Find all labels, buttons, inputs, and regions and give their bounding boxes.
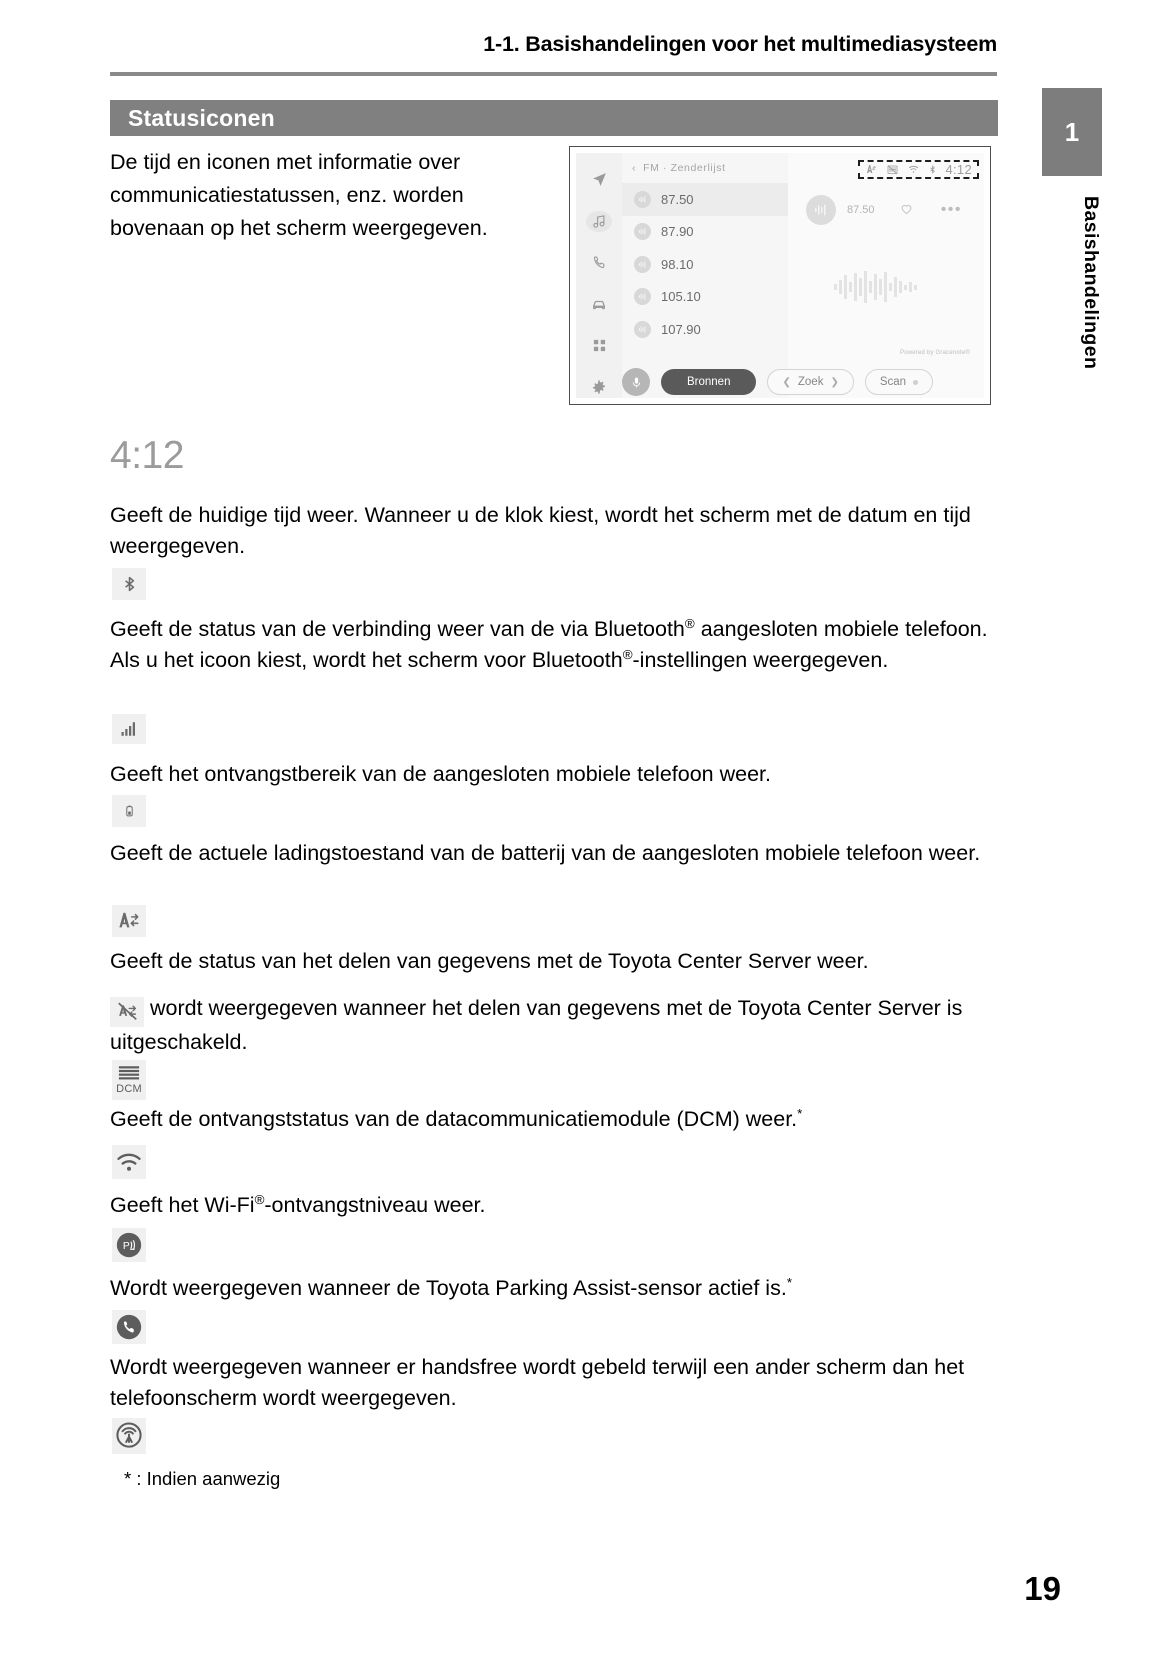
svg-text:P: P [122, 1240, 130, 1252]
heart-icon[interactable] [899, 201, 914, 221]
status-bar-callout [858, 160, 979, 179]
entry-text-data-sharing-off [110, 993, 1005, 1057]
parking-assist-icon [112, 1228, 146, 1262]
radio-icon [634, 223, 651, 240]
phone-icon[interactable] [586, 252, 612, 274]
chapter-tab-label: Basishandelingen [1080, 196, 1102, 370]
chapter-tab-number: 1 [1042, 88, 1102, 176]
breadcrumb[interactable] [622, 153, 788, 183]
dcm-icon [112, 1060, 146, 1100]
station-list [622, 153, 791, 398]
entry-text-wifi [110, 1190, 1005, 1221]
breadcrumb-label: FM · Zenderlijst [643, 162, 726, 174]
screen-side-rail [576, 153, 622, 398]
broadcast-antenna-icon [112, 1418, 146, 1454]
station-frequency: 98.10 [661, 256, 694, 272]
vehicle-icon[interactable] [586, 294, 612, 316]
seek-button[interactable] [767, 369, 853, 395]
bt-text-3: -instellingen weergegeven. [632, 647, 889, 672]
station-frequency: 87.50 [661, 191, 694, 207]
wifi-text-2: -ontvangstniveau weer. [264, 1193, 486, 1217]
signal-bars-icon [112, 714, 146, 744]
data-sharing-off-icon [110, 997, 144, 1027]
page-number: 19 [1024, 1570, 1061, 1607]
section-banner [110, 100, 998, 136]
dcm-label: DCM [116, 1082, 142, 1095]
parking-text: Wordt weergegeven wanneer de Toyota Parking Assist-sensor actief is. [110, 1276, 787, 1300]
header-rule [110, 72, 997, 76]
now-playing-pane [788, 153, 984, 398]
waveform-graphic [834, 271, 924, 308]
phone-call-icon [112, 1310, 146, 1344]
radio-icon [634, 321, 651, 338]
footnote-marker: * [786, 1274, 792, 1290]
registered-mark: ® [684, 615, 695, 631]
scan-label: Scan [879, 376, 907, 388]
list-item[interactable] [622, 216, 788, 249]
sources-button[interactable]: Bronnen [661, 369, 756, 395]
wifi-text-1: Geeft het Wi-Fi [110, 1193, 255, 1217]
scan-button[interactable] [865, 369, 933, 395]
radio-icon [634, 191, 651, 208]
microphone-icon[interactable] [622, 368, 650, 396]
now-playing-info [806, 195, 875, 225]
bluetooth-icon [112, 568, 146, 600]
bt-text-2: aangesloten mobiele telefoon. Als u het icoon kiest, wordt het scherm voor Bluetooth [110, 617, 988, 672]
entry-text-clock: Geeft de huidige tijd weer. Wanneer u de klok kiest, wordt het scherm met de datum en tijd weergegeven. [110, 503, 971, 558]
entry-title-clock: 4:12 [110, 434, 184, 477]
album-art-icon [806, 195, 836, 225]
entry-text-data-sharing: Geeft de status van het delen van gegevens met de Toyota Center Server weer. [110, 949, 869, 973]
dcm-text: Geeft de ontvangststatus van de datacommunicatiemodule (DCM) weer. [110, 1107, 798, 1131]
scan-indicator-icon [913, 380, 918, 385]
entry-text-bluetooth [110, 614, 1005, 675]
bluetooth-icon[interactable] [928, 163, 937, 176]
radio-icon [634, 256, 651, 273]
data-sharing-off-label: wordt weergegeven wanneer het delen van gegevens met de Toyota Center Server is uitgeschakeld. [110, 996, 963, 1054]
entry-text-battery: Geeft de actuele ladingstoestand van de batterij van de aangesloten mobiele telefoon weer. [110, 841, 981, 865]
footnote-marker: * [797, 1105, 803, 1121]
data-sharing-icon [112, 905, 146, 937]
dcm-off-icon[interactable] [886, 164, 899, 176]
list-item[interactable] [622, 281, 788, 314]
bt-text-1: Geeft de status van de verbinding weer van de via Bluetooth [110, 617, 685, 641]
now-playing-frequency: 87.50 [847, 204, 875, 216]
list-item[interactable] [622, 313, 788, 346]
station-frequency: 105.10 [661, 289, 701, 305]
entry-text-handsfree: Wordt weergegeven wanneer er handsfree wordt gebeld terwijl een ander scherm dan het telefoonscherm wordt weergegeven. [110, 1355, 965, 1410]
data-sharing-icon[interactable] [865, 164, 878, 175]
station-frequency: 107.90 [661, 321, 701, 337]
transport-controls [622, 368, 984, 396]
registered-mark: ® [622, 646, 633, 662]
settings-icon[interactable] [586, 377, 612, 399]
list-item[interactable] [622, 183, 788, 216]
navigation-icon[interactable] [586, 169, 612, 191]
back-chevron-icon[interactable]: ‹ [632, 162, 637, 174]
apps-icon[interactable] [586, 335, 612, 357]
list-item[interactable] [622, 248, 788, 281]
more-options-icon[interactable]: ••• [940, 201, 962, 218]
media-icon[interactable] [586, 211, 612, 233]
seek-label: Zoek [797, 376, 824, 388]
station-frequency: 87.90 [661, 224, 694, 240]
multimedia-screen-figure [569, 146, 991, 405]
battery-icon [112, 795, 146, 827]
registered-mark: ® [254, 1191, 265, 1207]
wifi-icon [112, 1145, 146, 1179]
entry-text-dcm [110, 1104, 1005, 1135]
powered-by-label: Powered by Gracenote® [900, 350, 970, 356]
seek-prev-icon[interactable]: ❮ [782, 376, 791, 388]
running-header: 1-1. Basishandelingen voor het multimediasysteem [483, 32, 997, 56]
entry-text-signal: Geeft het ontvangstbereik van de aangesloten mobiele telefoon weer. [110, 762, 771, 786]
footnote: * : Indien aanwezig [124, 1468, 281, 1489]
seek-next-icon[interactable]: ❯ [830, 376, 839, 388]
screen-content [576, 153, 984, 398]
section-title: Statusiconen [128, 104, 275, 131]
status-clock[interactable]: 4:12 [945, 162, 972, 177]
section-intro: De tijd en iconen met informatie over communicatiestatussen, enz. worden bovenaan op het scherm weergegeven. [110, 150, 488, 240]
entry-text-parking-assist [110, 1273, 1005, 1304]
wifi-icon[interactable] [907, 164, 920, 175]
radio-icon [634, 288, 651, 305]
